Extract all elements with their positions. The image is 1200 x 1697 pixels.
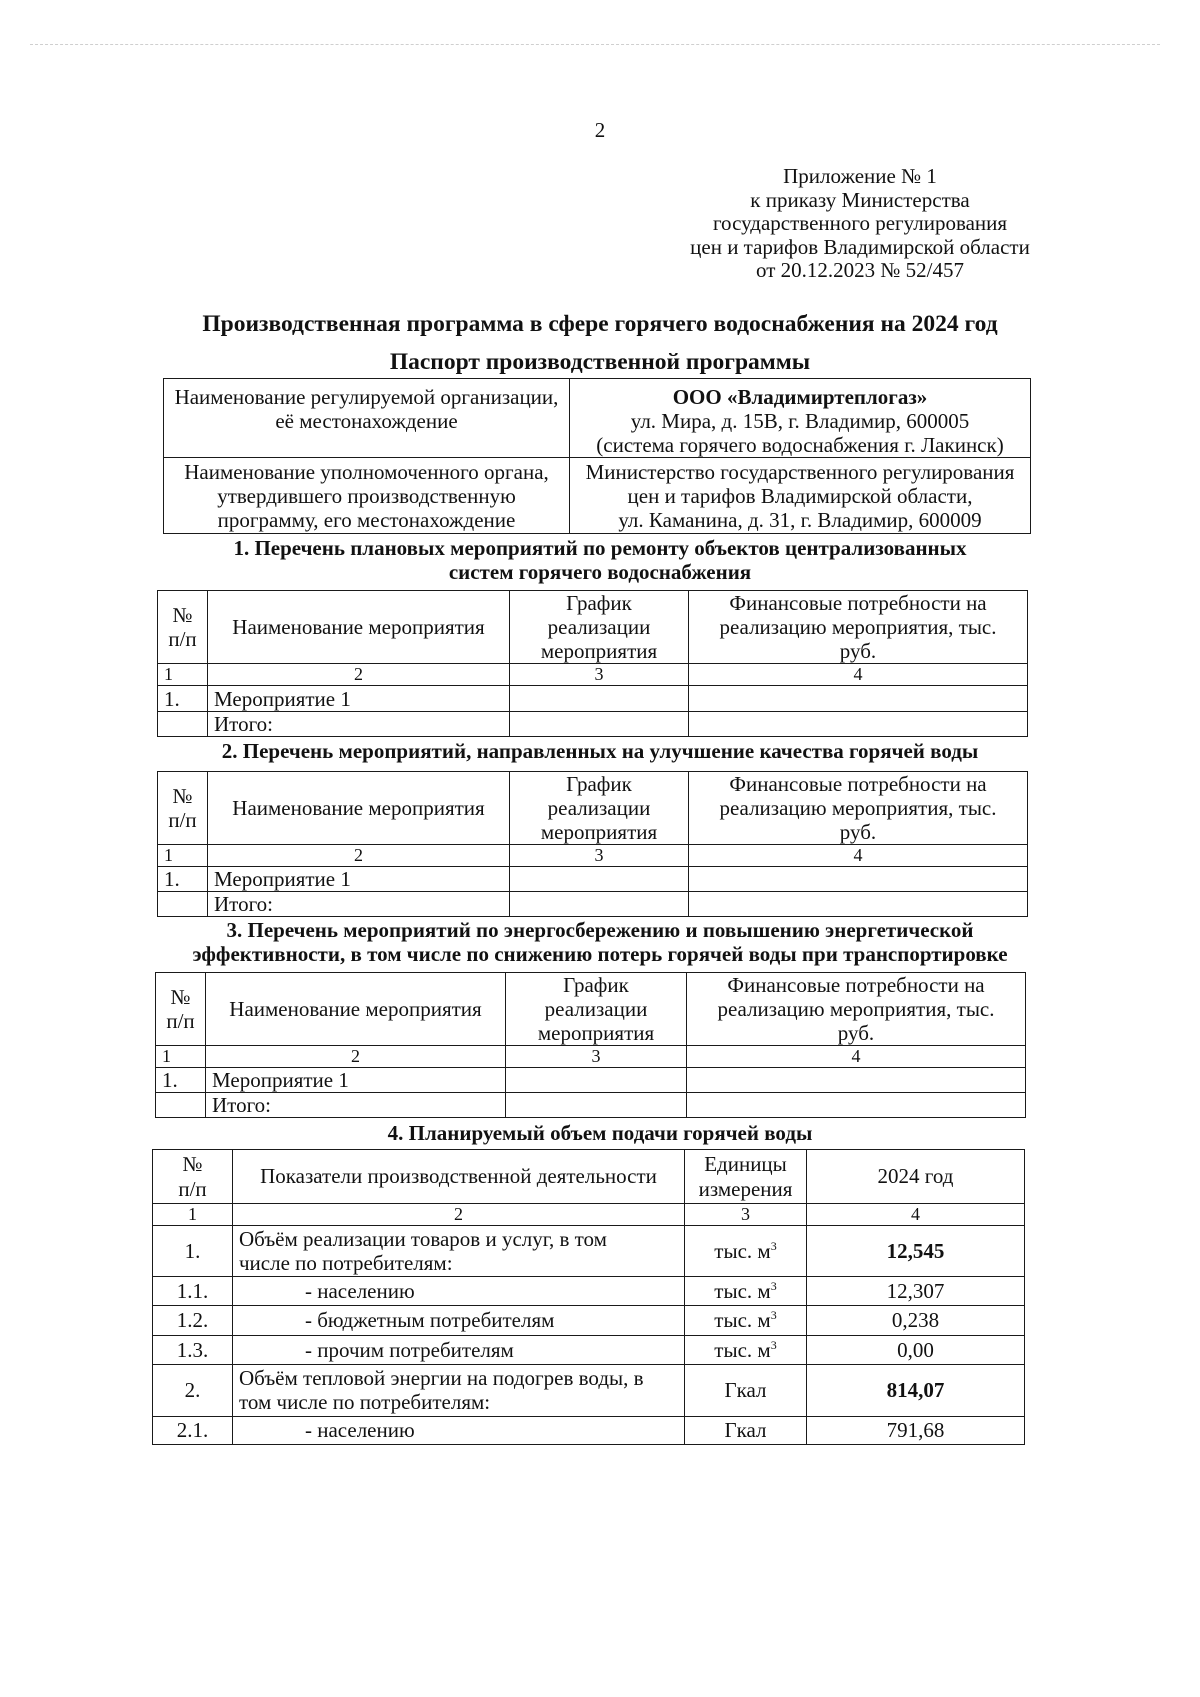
column-number: 2 [208,845,510,867]
row-number: 1.1. [153,1276,233,1305]
row-finance [689,867,1028,892]
row-unit: Гкал [685,1416,807,1444]
row-indicator: - населению [233,1416,685,1444]
header-finance: Финансовые потребности на реализацию мероприятия, тыс. руб. [689,772,1028,845]
row-name: Мероприятие 1 [208,867,510,892]
header-num: № п/п [153,1150,233,1204]
table-row [158,867,1028,892]
organization-system: (система горячего водоснабжения г. Лакинск) [596,433,1004,458]
passport-label-line: программу, его местонахождение [217,507,516,532]
total-row [156,1093,1026,1118]
total-finance [687,1093,1026,1118]
total-schedule [510,892,689,917]
passport-label-line: её местонахождение [275,409,458,434]
appendix-block [660,165,1060,283]
passport-title: Паспорт производственной программы [389,349,811,375]
header-finance: Финансовые потребности на реализацию мероприятия, тыс. руб. [687,973,1026,1046]
column-number: 4 [689,664,1028,686]
section4-title: 4. Планируемый объем подачи горячей воды [387,1121,813,1145]
total-label: Итого: [206,1093,506,1118]
row-indicator: - населению [233,1276,685,1305]
column-number: 1 [158,664,208,686]
section1-title-line: систем горячего водоснабжения [448,559,752,584]
passport-label-line: Наименование уполномоченного органа, [184,459,549,484]
row-number: 2. [153,1364,233,1416]
total-finance [689,712,1028,737]
row-indicator: Объём тепловой энергии на подогрев воды, в том числе по потребителям: [233,1364,685,1416]
row-unit: тыс. $м^3$ [685,1305,807,1335]
appendix-line: государственного регулирования [712,211,1008,236]
row-value: 0,238 [807,1305,1025,1335]
total-num [158,892,208,917]
column-number-row [158,845,1028,867]
authority-name-cont: цен и тарифов Владимирской области, [627,483,973,508]
passport-value-cell [570,458,1031,534]
appendix-line: Приложение № 1 [783,164,937,188]
passport-label-cell [164,458,570,534]
header-name: Наименование мероприятия [206,973,506,1046]
authority-name: Министерство государственного регулирования [585,459,1015,484]
passport-value-cell [570,379,1031,458]
row-value: 12,307 [807,1276,1025,1305]
row-schedule [510,867,689,892]
table-header-row [158,772,1028,845]
passport-table [163,378,1031,534]
table-row [153,1335,1025,1364]
section2-table [157,771,1028,917]
section3-title-line: эффективности, в том числе по снижению потерь горячей воды при транспортировке [192,941,1008,966]
scan-noise-line [30,44,1160,47]
section3-title [150,919,1050,966]
row-unit: тыс. $м^3$ [685,1276,807,1305]
row-unit: тыс. $м^3$ [685,1335,807,1364]
passport-row [164,379,1031,458]
section4-table [152,1149,1025,1445]
section3-title-line: 3. Перечень мероприятий по энергосбережению и повышению энергетической [226,918,974,942]
column-number: 2 [208,664,510,686]
row-finance [689,686,1028,712]
row-number: 1. [156,1068,206,1093]
row-unit: тыс. $м^3$ [685,1225,807,1276]
row-name: Мероприятие 1 [206,1068,506,1093]
section1-title [150,537,1050,584]
passport-row [164,458,1031,534]
column-number: 4 [807,1204,1025,1226]
row-value: 814,07 [807,1364,1025,1416]
header-name: Наименование мероприятия [208,772,510,845]
section3-table [155,972,1026,1118]
column-number: 4 [689,845,1028,867]
row-indicator: - бюджетным потребителям [233,1305,685,1335]
row-indicator: - прочим потребителям [233,1335,685,1364]
total-schedule [510,712,689,737]
table-row [158,686,1028,712]
column-number: 3 [510,845,689,867]
table-header-row [153,1150,1025,1204]
header-units: Единицы измерения [685,1150,807,1204]
table-row [156,1068,1026,1093]
header-num: № п/п [158,591,208,664]
column-number: 3 [506,1046,687,1068]
passport-label-line: Наименование регулируемой организации, [174,385,559,409]
row-name: Мероприятие 1 [208,686,510,712]
column-number-row [153,1204,1025,1226]
total-row [158,892,1028,917]
total-schedule [506,1093,687,1118]
row-finance [687,1068,1026,1093]
column-number: 3 [685,1204,807,1226]
row-indicator: Объём реализации товаров и услуг, в том числе по потребителям: [233,1225,685,1276]
authority-address: ул. Каманина, д. 31, г. Владимир, 600009 [618,507,982,532]
header-indicator: Показатели производственной деятельности [233,1150,685,1204]
row-number: 2.1. [153,1416,233,1444]
column-number-row [156,1046,1026,1068]
total-num [156,1093,206,1118]
column-number: 1 [153,1204,233,1226]
header-num: № п/п [156,973,206,1046]
column-number: 2 [206,1046,506,1068]
row-unit: Гкал [685,1364,807,1416]
row-number: 1. [158,686,208,712]
table-header-row [158,591,1028,664]
organization-name: ООО «Владимиртеплогаз» [672,385,928,409]
row-value: 0,00 [807,1335,1025,1364]
section1-table [157,590,1028,737]
table-row [153,1276,1025,1305]
column-number: 3 [510,664,689,686]
total-num [158,712,208,737]
passport-label-line: утвердившего производственную [217,483,516,508]
row-number: 1. [153,1225,233,1276]
total-row [158,712,1028,737]
organization-address: ул. Мира, д. 15В, г. Владимир, 600005 [630,409,970,434]
column-number: 2 [233,1204,685,1226]
header-num: № п/п [158,772,208,845]
section2-title: 2. Перечень мероприятий, направленных на улучшение качества горячей воды [221,739,979,763]
row-number: 1.3. [153,1335,233,1364]
header-name: Наименование мероприятия [208,591,510,664]
row-schedule [510,686,689,712]
total-label: Итого: [208,712,510,737]
table-row [153,1416,1025,1444]
table-row [153,1225,1025,1276]
passport-label-cell [164,379,570,458]
row-number: 1.2. [153,1305,233,1335]
column-number: 1 [158,845,208,867]
table-row [153,1305,1025,1335]
appendix-line: цен и тарифов Владимирской области [690,234,1030,259]
header-schedule: График реализации мероприятия [510,772,689,845]
row-schedule [506,1068,687,1093]
row-value: 12,545 [807,1225,1025,1276]
main-title: Производственная программа в сфере горячего водоснабжения на 2024 год [202,311,998,337]
appendix-line: от 20.12.2023 № 52/457 [755,258,965,283]
column-number: 1 [156,1046,206,1068]
column-number-row [158,664,1028,686]
row-value: 791,68 [807,1416,1025,1444]
header-finance: Финансовые потребности на реализацию мероприятия, тыс. руб. [689,591,1028,664]
header-schedule: График реализации мероприятия [506,973,687,1046]
total-finance [689,892,1028,917]
total-label: Итого: [208,892,510,917]
section1-title-line: 1. Перечень плановых мероприятий по ремонту объектов централизованных [233,536,967,560]
table-header-row [156,973,1026,1046]
header-schedule: График реализации мероприятия [510,591,689,664]
page-number: 2 [594,118,606,142]
header-year: 2024 год [807,1150,1025,1204]
column-number: 4 [687,1046,1026,1068]
row-number: 1. [158,867,208,892]
appendix-line: к приказу Министерства [750,187,970,212]
table-row [153,1364,1025,1416]
